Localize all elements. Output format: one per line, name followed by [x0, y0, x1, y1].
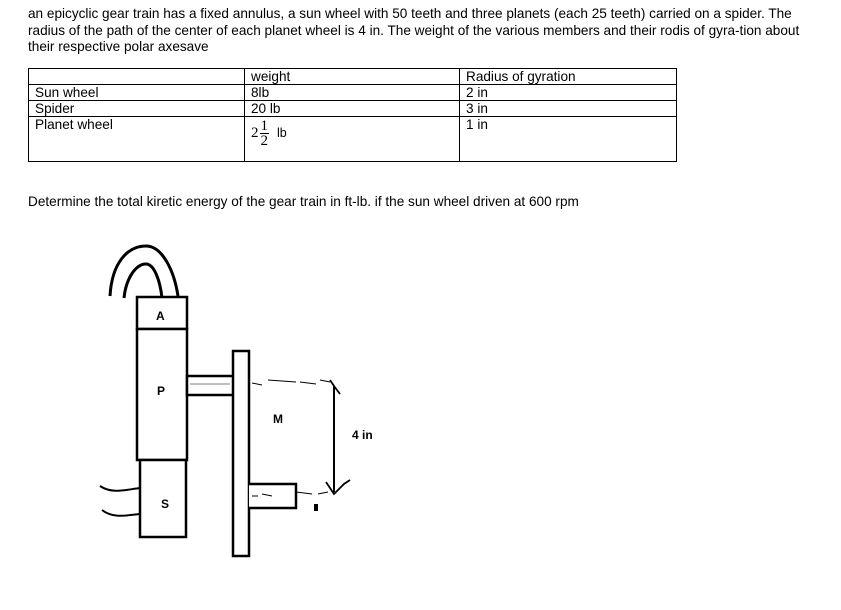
row-member: Planet wheel — [29, 117, 245, 162]
gear-train-sketch — [0, 230, 420, 570]
label-radius: 4 in — [352, 428, 373, 442]
fraction — [260, 119, 270, 148]
table-row — [29, 101, 677, 117]
row-member: Spider — [29, 101, 245, 117]
shaft-line-upper — [100, 486, 140, 491]
problem-statement: an epicyclic gear train has a fixed annulus, a sun wheel with 50 teeth and three planets (each 25 teeth) carried on a spider. The radius of the path of the center of each planet wheel is 4 in. The weight of the various members and their rodis of gyra-tion about their respective polar axesave — [28, 6, 800, 54]
arrow-head-bottom-icon — [326, 480, 350, 494]
row-radius: 1 in — [460, 117, 677, 162]
label-p: P — [157, 384, 166, 398]
row-weight — [245, 117, 460, 162]
planet-pin — [187, 376, 234, 395]
hook-outer — [110, 246, 178, 296]
row-radius: 3 in — [460, 101, 677, 117]
table-header-row — [29, 69, 677, 85]
row-weight: 8lb — [245, 85, 460, 101]
header-radius: Radius of gyration — [460, 69, 677, 85]
fraction-denominator: 2 — [260, 133, 268, 149]
header-weight: weight — [245, 69, 460, 85]
table-row — [29, 117, 677, 162]
hook-inner — [124, 264, 162, 298]
table-row — [29, 85, 677, 101]
header-member — [29, 69, 245, 85]
weight-unit: lb — [277, 126, 287, 140]
spider-arm — [233, 351, 249, 556]
label-a: A — [156, 309, 165, 323]
center-line-top — [252, 380, 330, 385]
label-s: S — [161, 497, 170, 511]
row-radius: 2 in — [460, 85, 677, 101]
fraction-whole: 2 — [251, 125, 259, 141]
question-text: Determine the total kiretic energy of the gear train in ft-lb. if the sun wheel driven at 600 rpm — [28, 194, 579, 209]
fraction-numerator: 1 — [260, 118, 268, 134]
data-table — [28, 68, 677, 162]
row-member: Sun wheel — [29, 85, 245, 101]
shaft-dot — [314, 504, 318, 511]
mixed-fraction — [251, 119, 287, 148]
label-m: M — [273, 412, 283, 426]
row-weight: 20 lb — [245, 101, 460, 117]
shaft-line-lower — [102, 510, 140, 516]
